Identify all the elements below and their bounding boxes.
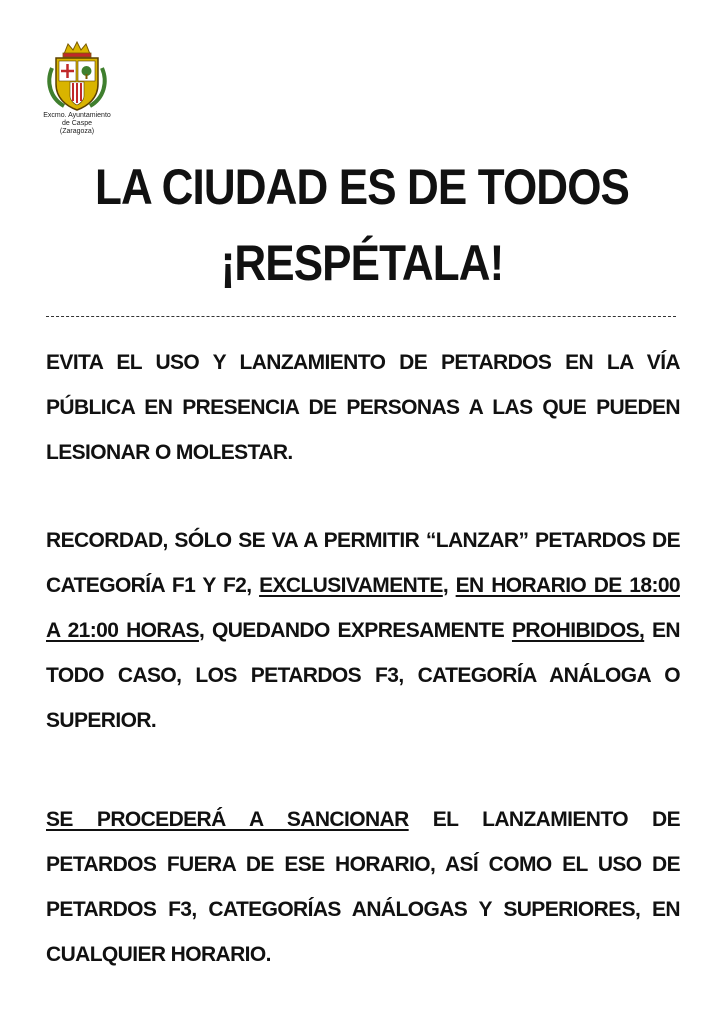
crest-caption-line3: (Zaragoza) bbox=[59, 128, 95, 135]
title-line1: LA CIUDAD ES DE TODOS bbox=[94, 159, 630, 215]
p2-text-7: EN TODO CASO, LOS PETARDOS F3, CATEGORÍA ANÁLOGA O SUPERIOR. bbox=[46, 619, 680, 732]
paragraph-sanctions bbox=[46, 797, 680, 977]
municipal-crest bbox=[34, 40, 120, 136]
p2-prohibited: PROHIBIDOS, bbox=[511, 619, 645, 642]
crest-caption-line1: Excmo. Ayuntamiento bbox=[43, 112, 111, 119]
p2-schedule-hours: EN HORARIO DE 18:00 A 21:00 HORAS bbox=[46, 574, 680, 642]
paragraph-allowed-schedule bbox=[46, 518, 680, 743]
p2-text-1: RECORDAD, SÓLO SE VA A PERMITIR “LANZAR” PETARDOS DE CATEGORÍA F1 Y F2, bbox=[46, 529, 680, 597]
p2-text-3: , bbox=[442, 574, 456, 597]
coat-of-arms-icon bbox=[44, 40, 110, 112]
p3-text-2: EL LANZAMIENTO DE PETARDOS FUERA DE ESE HORARIO, ASÍ COMO EL USO DE PETARDOS F3, CATEGORÍAS ANÁLOGAS Y SUPERIORES, EN CUALQUIER HORARIO. bbox=[46, 808, 680, 966]
p3-sanction: SE PROCEDERÁ A SANCIONAR bbox=[46, 808, 409, 831]
crest-caption-line2: de Caspe bbox=[62, 120, 92, 127]
p2-exclusively: EXCLUSIVAMENTE bbox=[259, 574, 443, 597]
paragraph-warning bbox=[46, 340, 680, 475]
title-line2: ¡RESPÉTALA! bbox=[220, 235, 504, 291]
dashed-divider bbox=[46, 316, 676, 317]
paragraph1-text: EVITA EL USO Y LANZAMIENTO DE PETARDOS EN LA VÍA PÚBLICA EN PRESENCIA DE PERSONAS A LAS QUE PUEDEN LESIONAR O MOLESTAR. bbox=[46, 351, 680, 464]
p2-text-5: , QUEDANDO EXPRESAMENTE bbox=[198, 619, 512, 642]
